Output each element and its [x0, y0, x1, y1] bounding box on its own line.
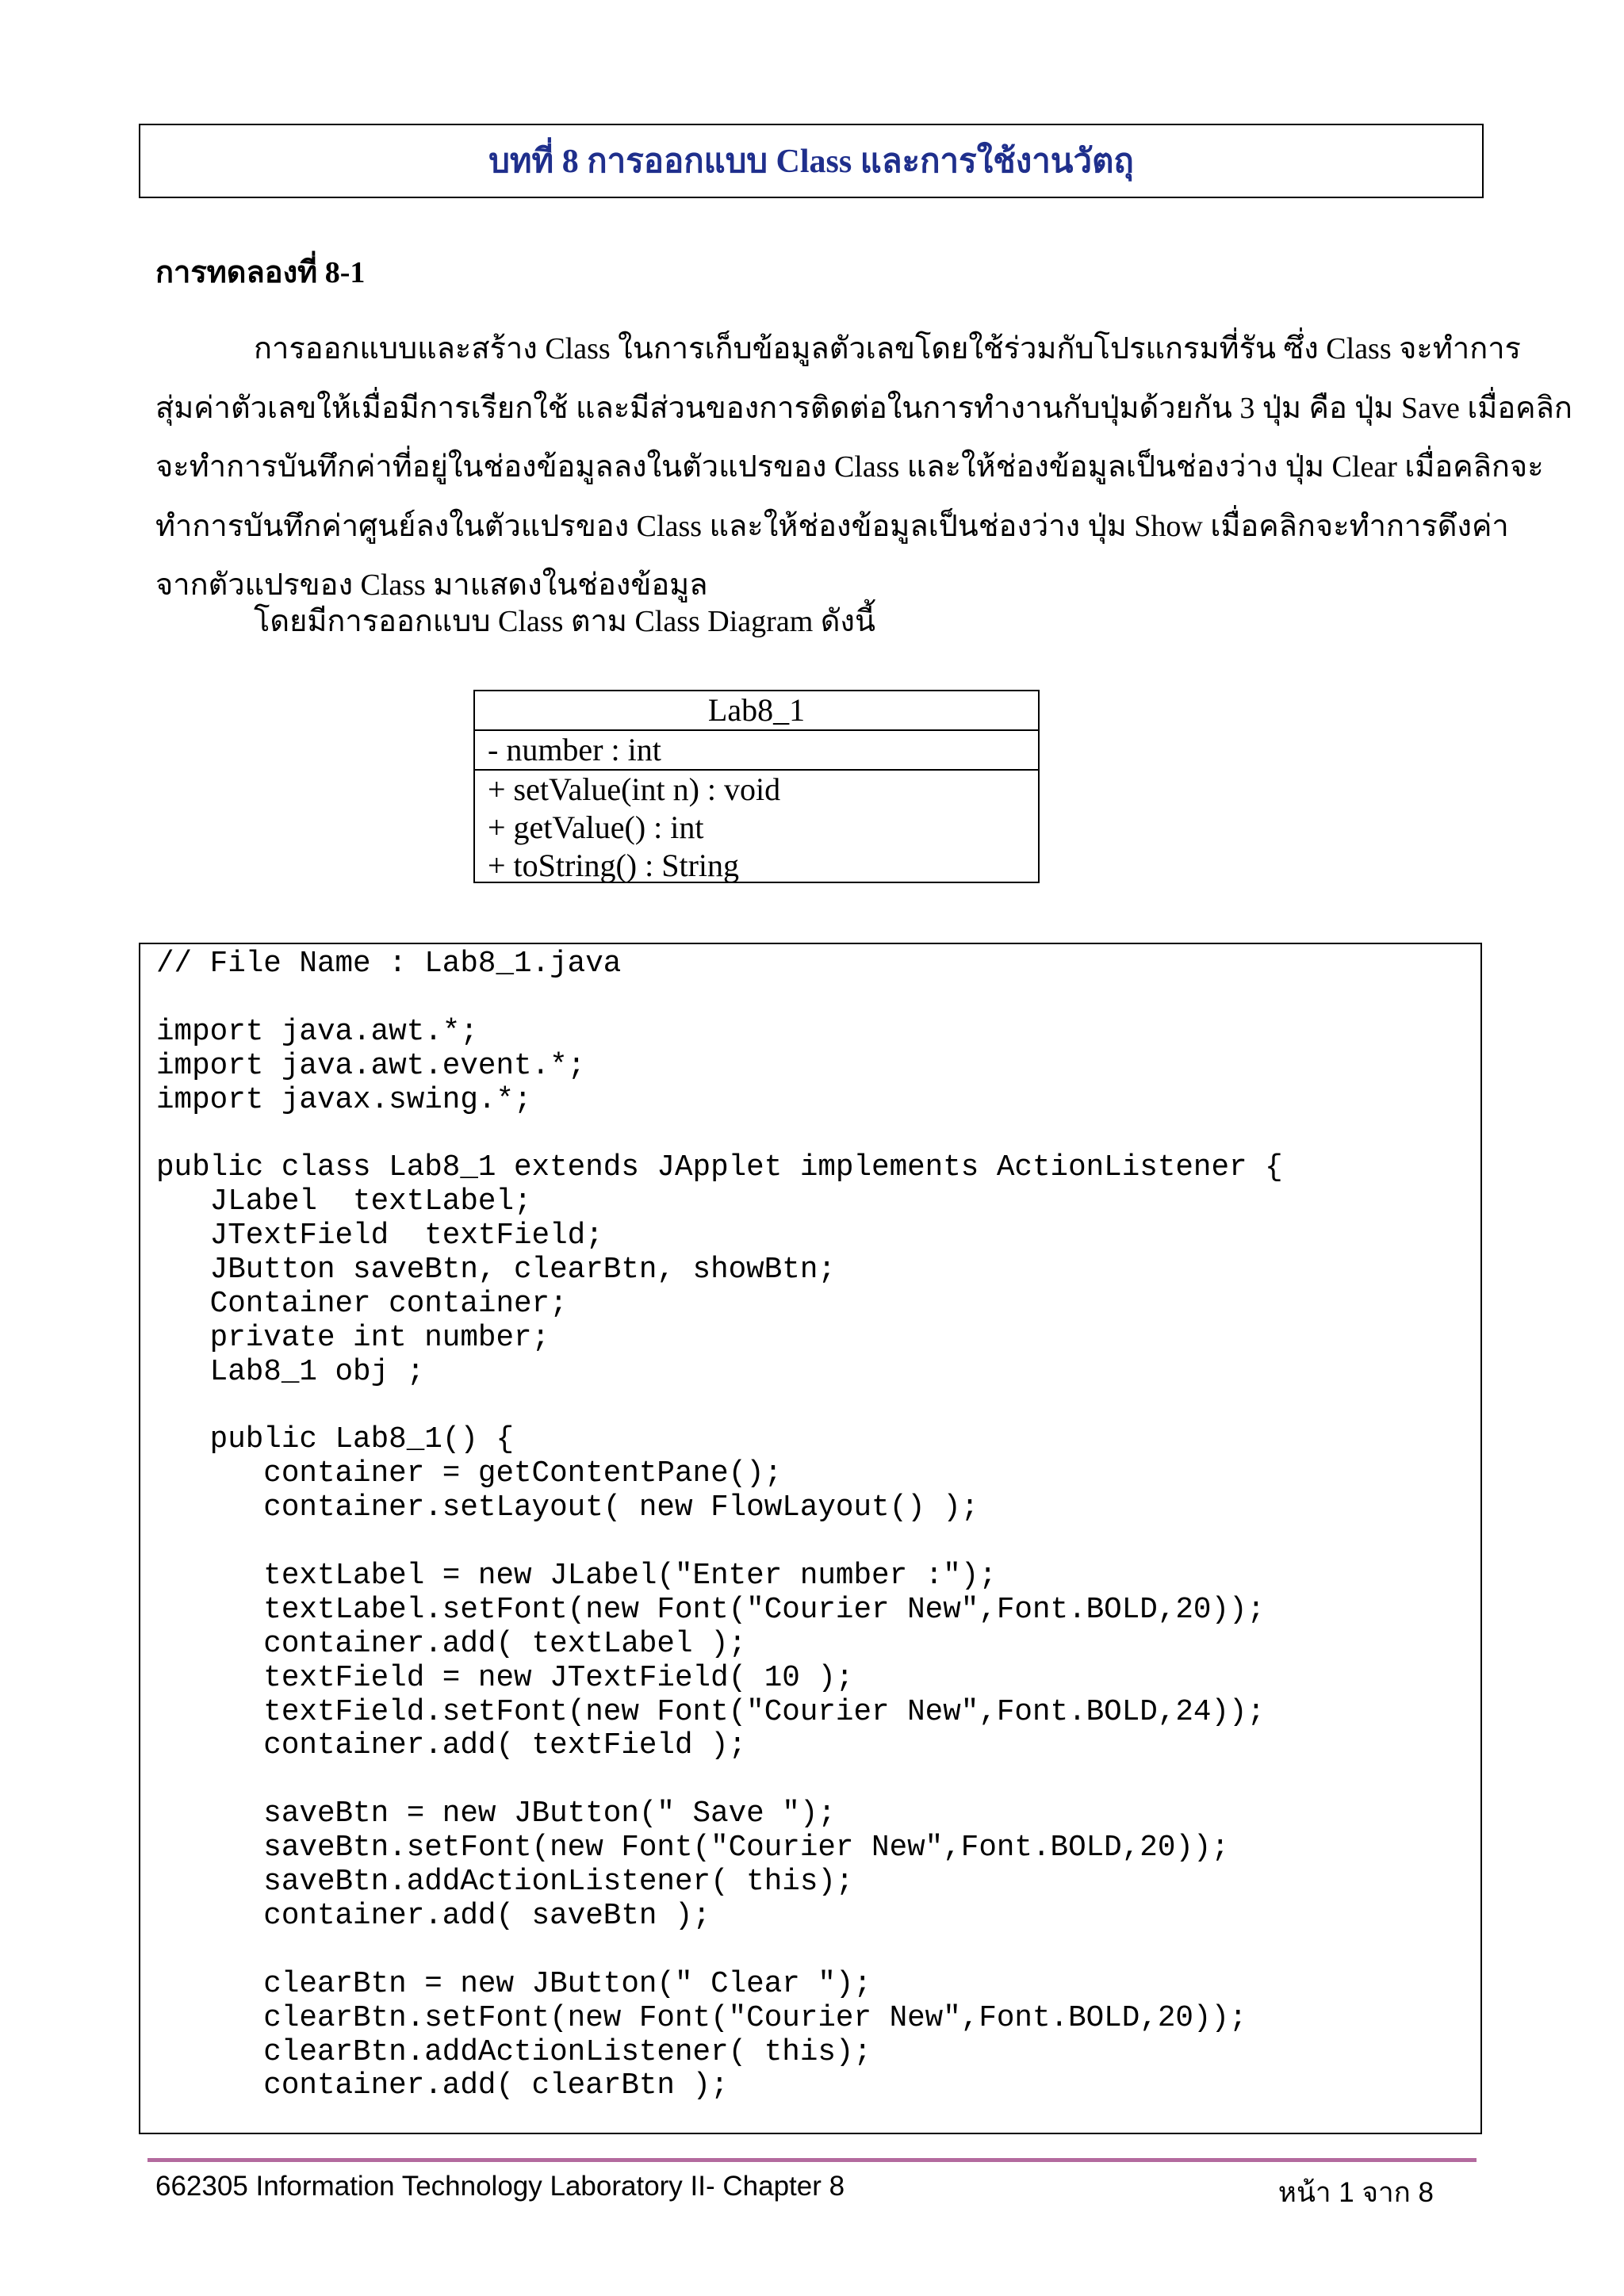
code-line: saveBtn.addActionListener( this); — [156, 1866, 854, 1900]
chapter-title: บทที่ 8 การออกแบบ Class และการใช้งานวัตถุ — [488, 144, 1134, 180]
code-line: // File Name : Lab8_1.java — [156, 947, 622, 981]
class-diagram — [473, 690, 1040, 883]
code-line: Container container; — [156, 1287, 568, 1321]
code-line — [156, 1934, 1283, 1968]
footer-page-number: หน้า 1 จาก 8 — [1277, 2177, 1434, 2208]
paragraph-line: ทำการบันทึกค่าศูนย์ลงในตัวแปรของ Class และให้ช่องข้อมูลเป็นช่องว่าง ปุ่ม Show เมื่อคลิกจะทำการดึงค่า — [155, 509, 1509, 543]
class-attribute: - number : int — [488, 732, 661, 767]
code-line: JLabel textLabel; — [156, 1185, 532, 1219]
class-method: + setValue(int n) : void — [488, 771, 781, 807]
code-line: import java.awt.event.*; — [156, 1049, 586, 1083]
footer-divider — [147, 2158, 1477, 2162]
footer-course-title: 662305 Information Technology Laboratory II- Chapter 8 — [155, 2171, 845, 2202]
code-lines — [156, 947, 1283, 2103]
code-line: saveBtn.setFont(new Font("Courier New",Font.BOLD,20)); — [156, 1831, 1230, 1866]
experiment-heading: การทดลองที่ 8-1 — [155, 256, 366, 289]
code-line: private int number; — [156, 1321, 550, 1355]
code-line: clearBtn = new JButton(" Clear "); — [156, 1967, 872, 2001]
paragraph-line: จะทำการบันทึกค่าที่อยู่ในช่องข้อมูลลงในตัวแปรของ Class และให้ช่องข้อมูลเป็นช่องว่าง ปุ่ม Clear เมื่อคลิกจะ — [155, 450, 1544, 484]
code-line — [156, 1117, 1283, 1151]
code-line: textLabel.setFont(new Font("Courier New",Font.BOLD,20)); — [156, 1593, 1266, 1627]
paragraph-line: จากตัวแปรของ Class มาแสดงในช่องข้อมูล — [155, 568, 708, 602]
class-diagram-attributes — [475, 731, 1038, 771]
code-line: container.setLayout( new FlowLayout() ); — [156, 1491, 979, 1525]
code-line: container.add( clearBtn ); — [156, 2069, 729, 2103]
code-line: public Lab8_1() { — [156, 1423, 515, 1457]
code-line — [156, 1763, 1283, 1797]
code-line: import javax.swing.*; — [156, 1083, 532, 1117]
class-diagram-name: Lab8_1 — [475, 691, 1038, 731]
code-line: clearBtn.setFont(new Font("Courier New",Font.BOLD,20)); — [156, 2001, 1247, 2035]
paragraph-line: การออกแบบและสร้าง Class ในการเก็บข้อมูลตัวเลขโดยใช้ร่วมกับโปรแกรมที่รัน ซึ่ง Class จะทำการ — [254, 332, 1521, 365]
diagram-intro-text: โดยมีการออกแบบ Class ตาม Class Diagram ดังนี้ — [254, 605, 875, 638]
code-line: saveBtn = new JButton(" Save "); — [156, 1797, 836, 1831]
class-method: + toString() : String — [488, 848, 740, 883]
code-line — [156, 982, 1283, 1016]
code-line: textField = new JTextField( 10 ); — [156, 1661, 854, 1695]
paragraph-line: สุ่มค่าตัวเลขให้เมื่อมีการเรียกใช้ และมีส่วนของการติดต่อในการทำงานกับปุ่มด้วยกัน 3 ปุ่ม คือ ปุ่ม Save เมื่อคลิก — [155, 391, 1572, 425]
code-line: Lab8_1 obj ; — [156, 1355, 425, 1389]
code-line: container.add( textLabel ); — [156, 1627, 747, 1661]
code-line: JTextField textField; — [156, 1219, 603, 1253]
code-line: container.add( textField ); — [156, 1729, 747, 1763]
class-diagram-methods — [475, 771, 1038, 885]
code-listing — [139, 943, 1482, 2134]
code-line: public class Lab8_1 extends JApplet implements ActionListener { — [156, 1151, 1283, 1185]
code-line: textLabel = new JLabel("Enter number :"); — [156, 1559, 997, 1594]
description-paragraph — [155, 320, 1572, 615]
code-line: textField.setFont(new Font("Courier New",Font.BOLD,24)); — [156, 1695, 1266, 1729]
code-line: clearBtn.addActionListener( this); — [156, 2035, 872, 2069]
code-line — [156, 1390, 1283, 1424]
code-line: import java.awt.*; — [156, 1015, 478, 1049]
code-line: container = getContentPane(); — [156, 1457, 783, 1491]
code-line: JButton saveBtn, clearBtn, showBtn; — [156, 1253, 836, 1288]
chapter-title-box — [139, 124, 1484, 198]
code-line: container.add( saveBtn ); — [156, 1899, 711, 1933]
code-line — [156, 1525, 1283, 1559]
class-method: + getValue() : int — [488, 809, 704, 845]
